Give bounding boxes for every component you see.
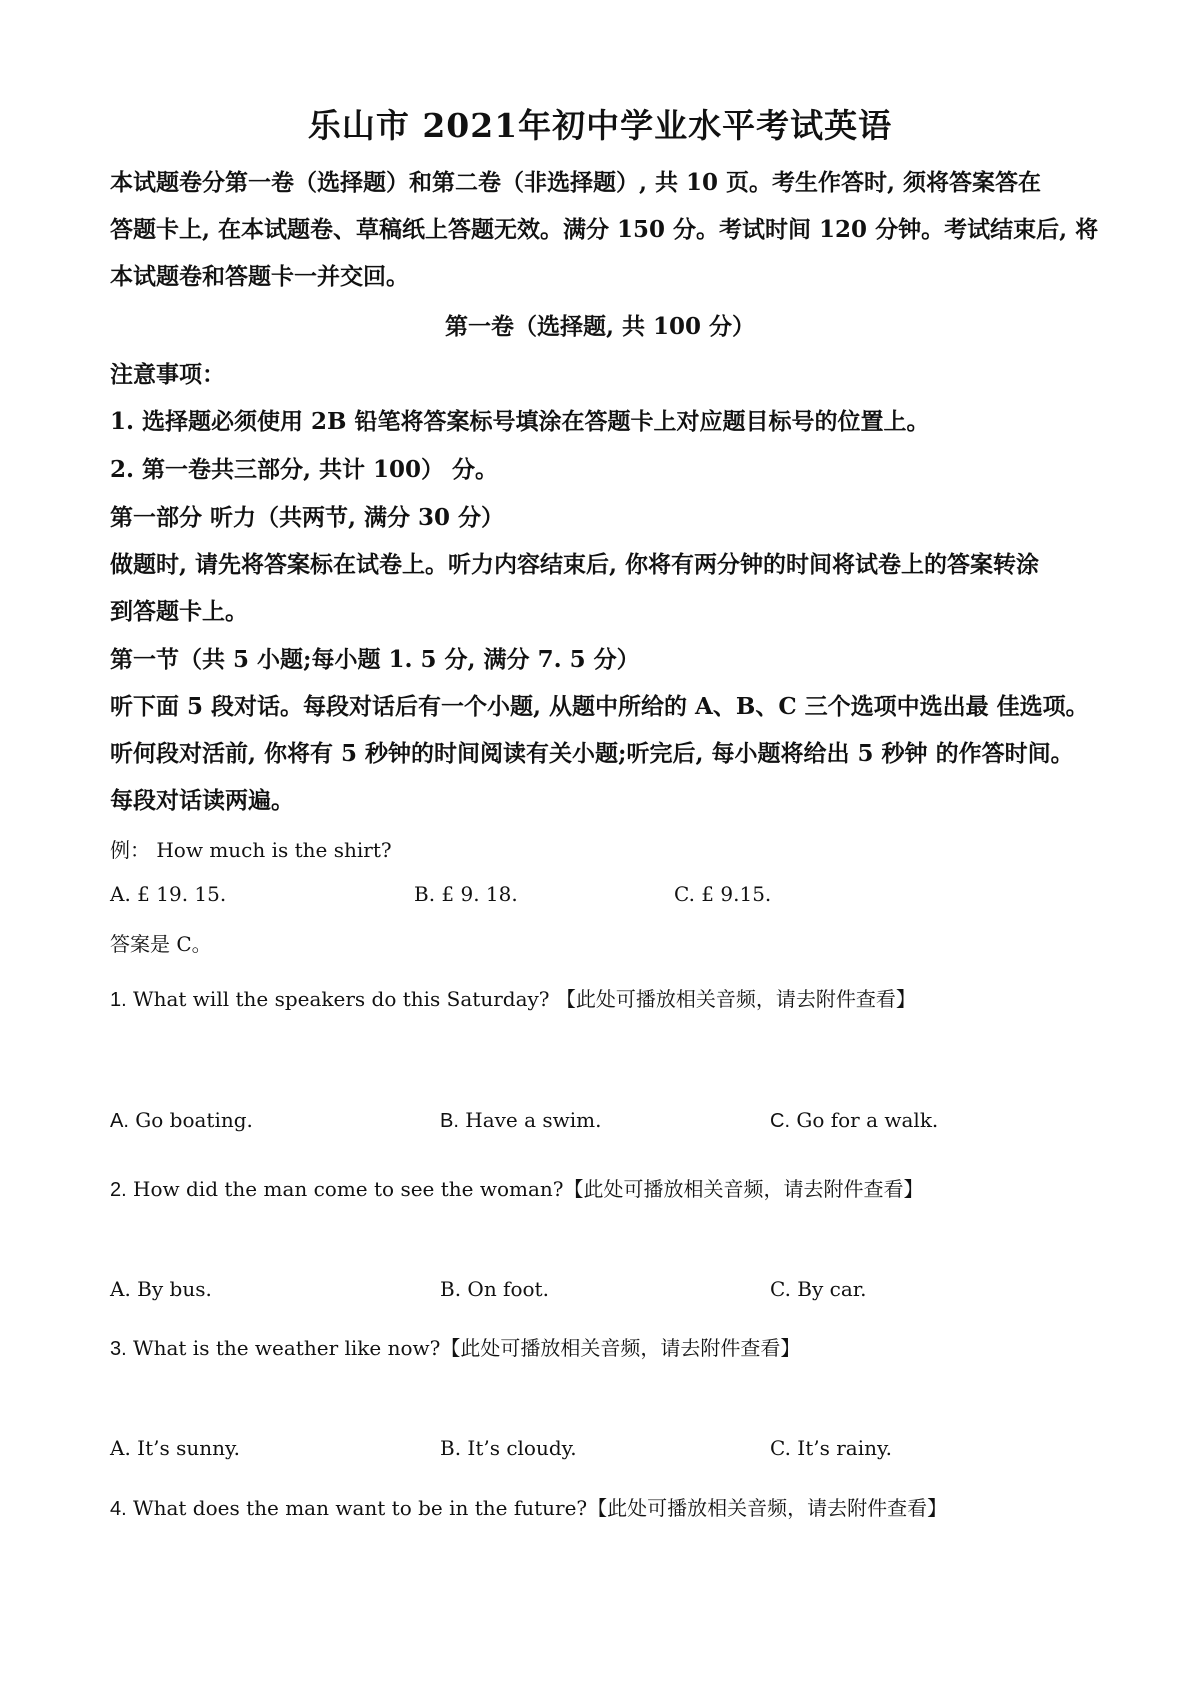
page-title: 乐山市 2021年初中学业水平考试英语	[307, 106, 893, 145]
notes-item-2: 2. 第一卷共三部分, 共计 100） 分。	[110, 456, 499, 483]
question-3-option-b	[440, 1436, 577, 1460]
option-letter: C.	[770, 1436, 791, 1460]
option-text: It’s rainy.	[790, 1436, 892, 1460]
option-letter: A.	[110, 1110, 129, 1132]
example-question: 例： How much is the shirt?	[110, 838, 392, 862]
example-option-b: B. £ 9. 18.	[414, 882, 518, 906]
question-text: What does the man want to be in the future?【此处可播放相关音频，请去附件查看】	[126, 1496, 948, 1520]
question-text: What will the speakers do this Saturday? 【此处可播放相关音频，请去附件查看】	[126, 987, 916, 1011]
option-text: It’s sunny.	[130, 1436, 240, 1460]
question-1-option-c	[770, 1108, 938, 1133]
question-1-option-a	[110, 1108, 253, 1133]
question-4	[110, 1492, 947, 1521]
intro-line-2: 答题卡上, 在本试题卷、草稿纸上答题无效。满分 150 分。考试时间 120 分钟。考试结束后, 将	[110, 216, 1099, 243]
question-number: 3.	[110, 1338, 127, 1360]
option-text: By bus.	[130, 1277, 212, 1301]
section1-instruction-line-2: 听何段对活前, 你将有 5 秒钟的时间阅读有关小题;听完后, 每小题将给出 5 秒钟 的作答时间。	[110, 740, 1074, 767]
question-text: What is the weather like now?【此处可播放相关音频，请去附件查看】	[126, 1336, 801, 1360]
option-letter: B.	[440, 1110, 459, 1132]
section1-instruction-line-1: 听下面 5 段对话。每段对话后有一个小题, 从题中所给的 A、B、C 三个选项中选出最 佳选项。	[110, 693, 1089, 720]
intro-line-1: 本试题卷分第一卷（选择题）和第二卷（非选择题）, 共 10 页。考生作答时, 须将答案答在	[110, 169, 1042, 196]
part1-instruction-line-2: 到答题卡上。	[110, 598, 248, 625]
question-2-option-c	[770, 1277, 867, 1301]
question-number: 2.	[110, 1179, 127, 1201]
option-text: It’s cloudy.	[461, 1436, 577, 1460]
section1-instruction-line-3: 每段对话读两遍。	[110, 787, 294, 814]
question-1	[110, 983, 916, 1012]
section-heading: 第一卷（选择题, 共 100 分）	[444, 313, 756, 340]
part1-instruction-line-1: 做题时, 请先将答案标在试卷上。听力内容结束后, 你将有两分钟的时间将试卷上的答案转涂	[110, 551, 1040, 578]
question-3-option-a	[110, 1436, 240, 1460]
option-letter: C.	[770, 1110, 790, 1132]
part1-heading: 第一部分 听力（共两节, 满分 30 分）	[110, 504, 505, 531]
question-number: 4.	[110, 1498, 127, 1520]
example-option-a: A. £ 19. 15.	[110, 882, 227, 906]
question-text: How did the man come to see the woman?【此处可播放相关音频，请去附件查看】	[126, 1177, 924, 1201]
option-text: By car.	[790, 1277, 867, 1301]
question-1-option-b	[440, 1108, 602, 1133]
option-letter: A.	[110, 1436, 131, 1460]
question-3	[110, 1332, 800, 1361]
option-text: On foot.	[461, 1277, 549, 1301]
question-3-option-c	[770, 1436, 892, 1460]
option-text: Go for a walk.	[790, 1108, 939, 1132]
option-letter: B.	[440, 1277, 462, 1301]
example-option-c: C. £ 9.15.	[674, 882, 772, 906]
option-letter: A.	[110, 1277, 131, 1301]
option-text: Have a swim.	[458, 1108, 602, 1132]
notes-heading: 注意事项：	[110, 361, 225, 388]
question-2-option-a	[110, 1277, 212, 1301]
question-2	[110, 1173, 924, 1202]
question-2-option-b	[440, 1277, 549, 1301]
example-answer: 答案是 C。	[110, 932, 212, 956]
intro-line-3: 本试题卷和答题卡一并交回。	[110, 263, 409, 290]
option-letter: B.	[440, 1436, 462, 1460]
option-text: Go boating.	[128, 1108, 253, 1132]
notes-item-1: 1. 选择题必须使用 2B 铅笔将答案标号填涂在答题卡上对应题目标号的位置上。	[110, 408, 930, 435]
option-letter: C.	[770, 1277, 791, 1301]
section1-heading: 第一节（共 5 小题;每小题 1. 5 分, 满分 7. 5 分）	[110, 646, 640, 673]
question-number: 1.	[110, 989, 127, 1011]
